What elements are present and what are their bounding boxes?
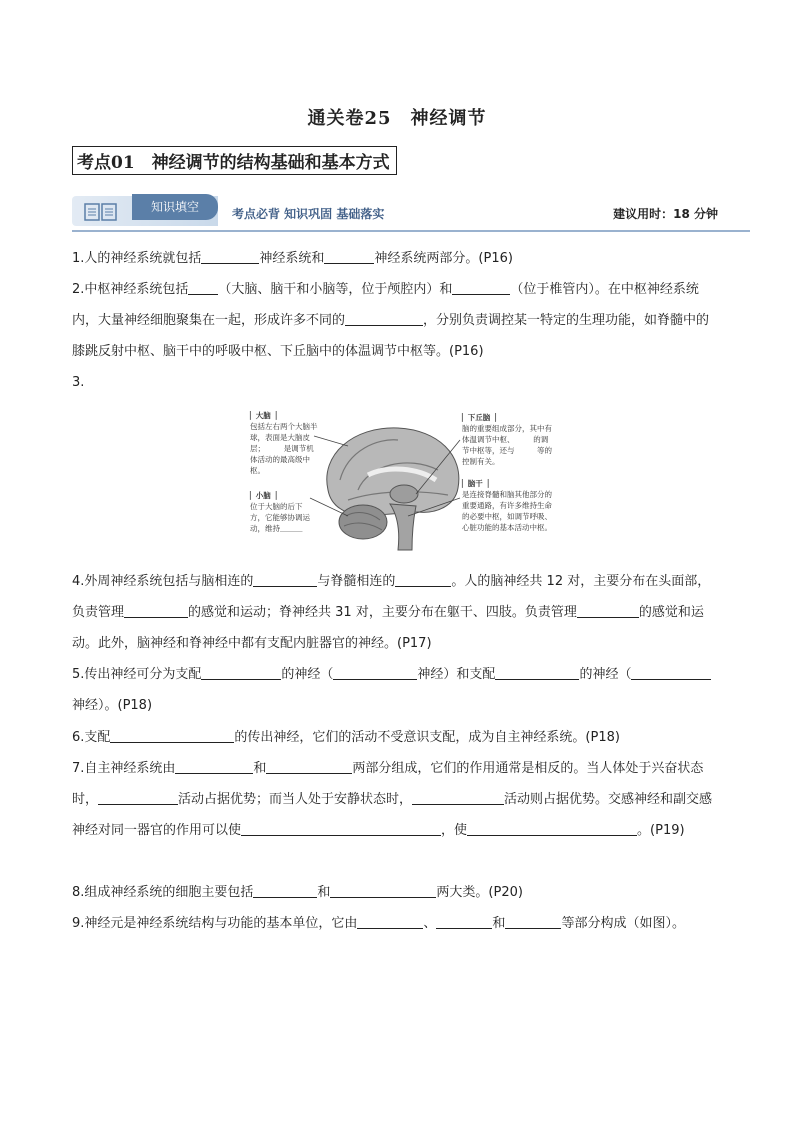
cerebrum-title: 大脑	[255, 411, 271, 420]
question-1	[72, 243, 722, 274]
q7-text: ，使	[441, 823, 468, 838]
q9-text: 和	[492, 916, 506, 931]
question-9	[72, 908, 722, 939]
brainstem-title: 脑干	[467, 479, 483, 488]
banner-slogan: 考点必背 知识巩固 基础落实	[232, 207, 385, 221]
blank[interactable]	[201, 247, 259, 264]
q5-text: 5.传出神经可分为支配	[72, 667, 202, 682]
q8-text: 8.组成神经系统的细胞主要包括	[72, 885, 254, 900]
hypothalamus-text: 脑的重要组成部分，其中有体温调节中枢、 的调节中枢等，还与 等的控制有关。	[462, 424, 552, 466]
q2-text: ，分别负责调控某一特定的生理功能，如脊髓中的膝跳反射中枢、脑干中的呼吸中枢、下丘脑中的体温调节中枢等。(P16)	[72, 313, 710, 359]
blank[interactable]	[631, 663, 711, 680]
blank[interactable]	[253, 570, 317, 587]
q1-text: 神经系统两部分。(P16)	[374, 251, 513, 266]
blank[interactable]	[357, 912, 423, 929]
blank[interactable]	[467, 819, 637, 836]
cerebellum-title: 小脑	[255, 491, 271, 500]
banner-divider	[72, 230, 750, 232]
cerebrum-text: 包括左右两个大脑半球，表面是大脑皮层； 是调节机体活动的最高级中枢。	[250, 422, 318, 475]
q1-text: 1.人的神经系统就包括	[72, 251, 202, 266]
blank[interactable]	[345, 309, 423, 326]
blank[interactable]	[577, 601, 639, 618]
question-3	[72, 367, 722, 398]
question-8	[72, 877, 722, 908]
brainstem-text: 是连接脊髓和脑其他部分的重要通路，有许多维持生命的必要中枢，如调节呼吸、心脏功能的基本活动中枢。	[462, 490, 552, 532]
cerebellum-caption: ▏小脑▕ 位于大脑的后下方，它能够协调运动，维持＿＿＿	[250, 490, 316, 534]
q7-text: 两部分组成，它们的作用通常是相反的。当人体处于兴奋状态时，	[72, 761, 704, 807]
q4-text: 与脊髓相连的	[317, 574, 396, 589]
q7-text: 7.自主神经系统由	[72, 761, 176, 776]
blank[interactable]	[98, 788, 178, 805]
q5-text: 神经）和支配	[417, 667, 496, 682]
question-6	[72, 722, 722, 753]
q7-text: 。(P19)	[637, 823, 685, 838]
q5-text: 的神经（	[579, 667, 632, 682]
q7-text: 和	[253, 761, 267, 776]
blank[interactable]	[201, 663, 281, 680]
blank[interactable]	[505, 912, 561, 929]
brain-figure	[248, 406, 558, 556]
blank[interactable]	[333, 663, 417, 680]
question-7	[72, 753, 722, 846]
blank[interactable]	[175, 757, 253, 774]
blank[interactable]	[452, 278, 510, 295]
section-heading: 考点01 神经调节的结构基础和基本方式	[72, 146, 397, 175]
blank[interactable]	[495, 663, 579, 680]
question-5	[72, 659, 722, 721]
brainstem-caption: ▏脑干▕ 是连接脊髓和脑其他部分的重要通路，有许多维持生命的必要中枢，如调节呼吸、心脏功能的基本活动中枢。	[462, 479, 552, 532]
question-4	[72, 566, 722, 659]
cerebrum-caption: ▏大脑▕ 包括左右两个大脑半球，表面是大脑皮层； 是调节机体活动的最高级中枢。	[250, 411, 318, 475]
q9-text: 9.神经元是神经系统结构与功能的基本单位，它由	[72, 916, 358, 931]
q5-text: 神经）。(P18)	[72, 698, 153, 713]
question-2	[72, 274, 722, 367]
blank[interactable]	[124, 601, 188, 618]
banner-chip: 知识填空	[132, 194, 218, 220]
q9-text: 、	[423, 916, 437, 931]
blank[interactable]	[188, 278, 218, 295]
blank[interactable]	[241, 819, 441, 836]
blank[interactable]	[266, 757, 352, 774]
q7-text: 活动则占据优势。交感神经和副交感神经对同一器官的作用可以使	[72, 792, 713, 838]
q2-text: （大脑、脑干和小脑等，位于颅腔内）和	[218, 282, 453, 297]
q4-text: 的感觉和运动；脊神经共 31 对，主要分布在躯干、四肢。负责管理	[188, 605, 577, 620]
hypothalamus-caption: ▏下丘脑▕ 脑的重要组成部分，其中有体温调节中枢、 的调节中枢等，还与 等的控制有关。	[462, 413, 552, 466]
blank[interactable]	[395, 570, 451, 587]
blank[interactable]	[436, 912, 492, 929]
q8-text: 和	[317, 885, 331, 900]
q5-text: 的神经（	[281, 667, 334, 682]
blank[interactable]	[110, 726, 234, 743]
q6-text: 6.支配	[72, 730, 111, 745]
q3-text: 3.	[72, 375, 85, 390]
q9-text: 等部分构成（如图）。	[561, 916, 685, 931]
blank[interactable]	[253, 881, 317, 898]
q8-text: 两大类。(P20)	[436, 885, 523, 900]
blank[interactable]	[324, 247, 374, 264]
q6-text: 的传出神经，它们的活动不受意识支配，成为自主神经系统。(P18)	[234, 730, 620, 745]
q7-text: 活动占据优势；而当人处于安静状态时，	[178, 792, 413, 807]
page-title: 通关卷25 神经调节	[307, 108, 487, 129]
blank[interactable]	[330, 881, 436, 898]
q4-text: 4.外周神经系统包括与脑相连的	[72, 574, 254, 589]
suggested-time: 建议用时：18 分钟	[613, 207, 718, 221]
q2-text: （位于椎管内）。在中枢神经系统内，大量神经细胞聚集在一起，形成许多不同的	[72, 282, 699, 328]
q1-text: 神经系统和	[259, 251, 325, 266]
cerebellum-text: 位于大脑的后下方，它能够协调运动，维持＿＿＿	[250, 502, 310, 533]
q4-text: 。人的脑神经共 12 对，主要分布在头面部，负责管理	[72, 574, 711, 620]
q4-text: 的感觉和运动。此外，脑神经和脊神经中都有支配内脏器官的神经。(P17)	[72, 605, 704, 651]
book-icon	[84, 203, 118, 221]
blank[interactable]	[412, 788, 504, 805]
q2-text: 2.中枢神经系统包括	[72, 282, 189, 297]
hypothalamus-title: 下丘脑	[467, 413, 491, 422]
